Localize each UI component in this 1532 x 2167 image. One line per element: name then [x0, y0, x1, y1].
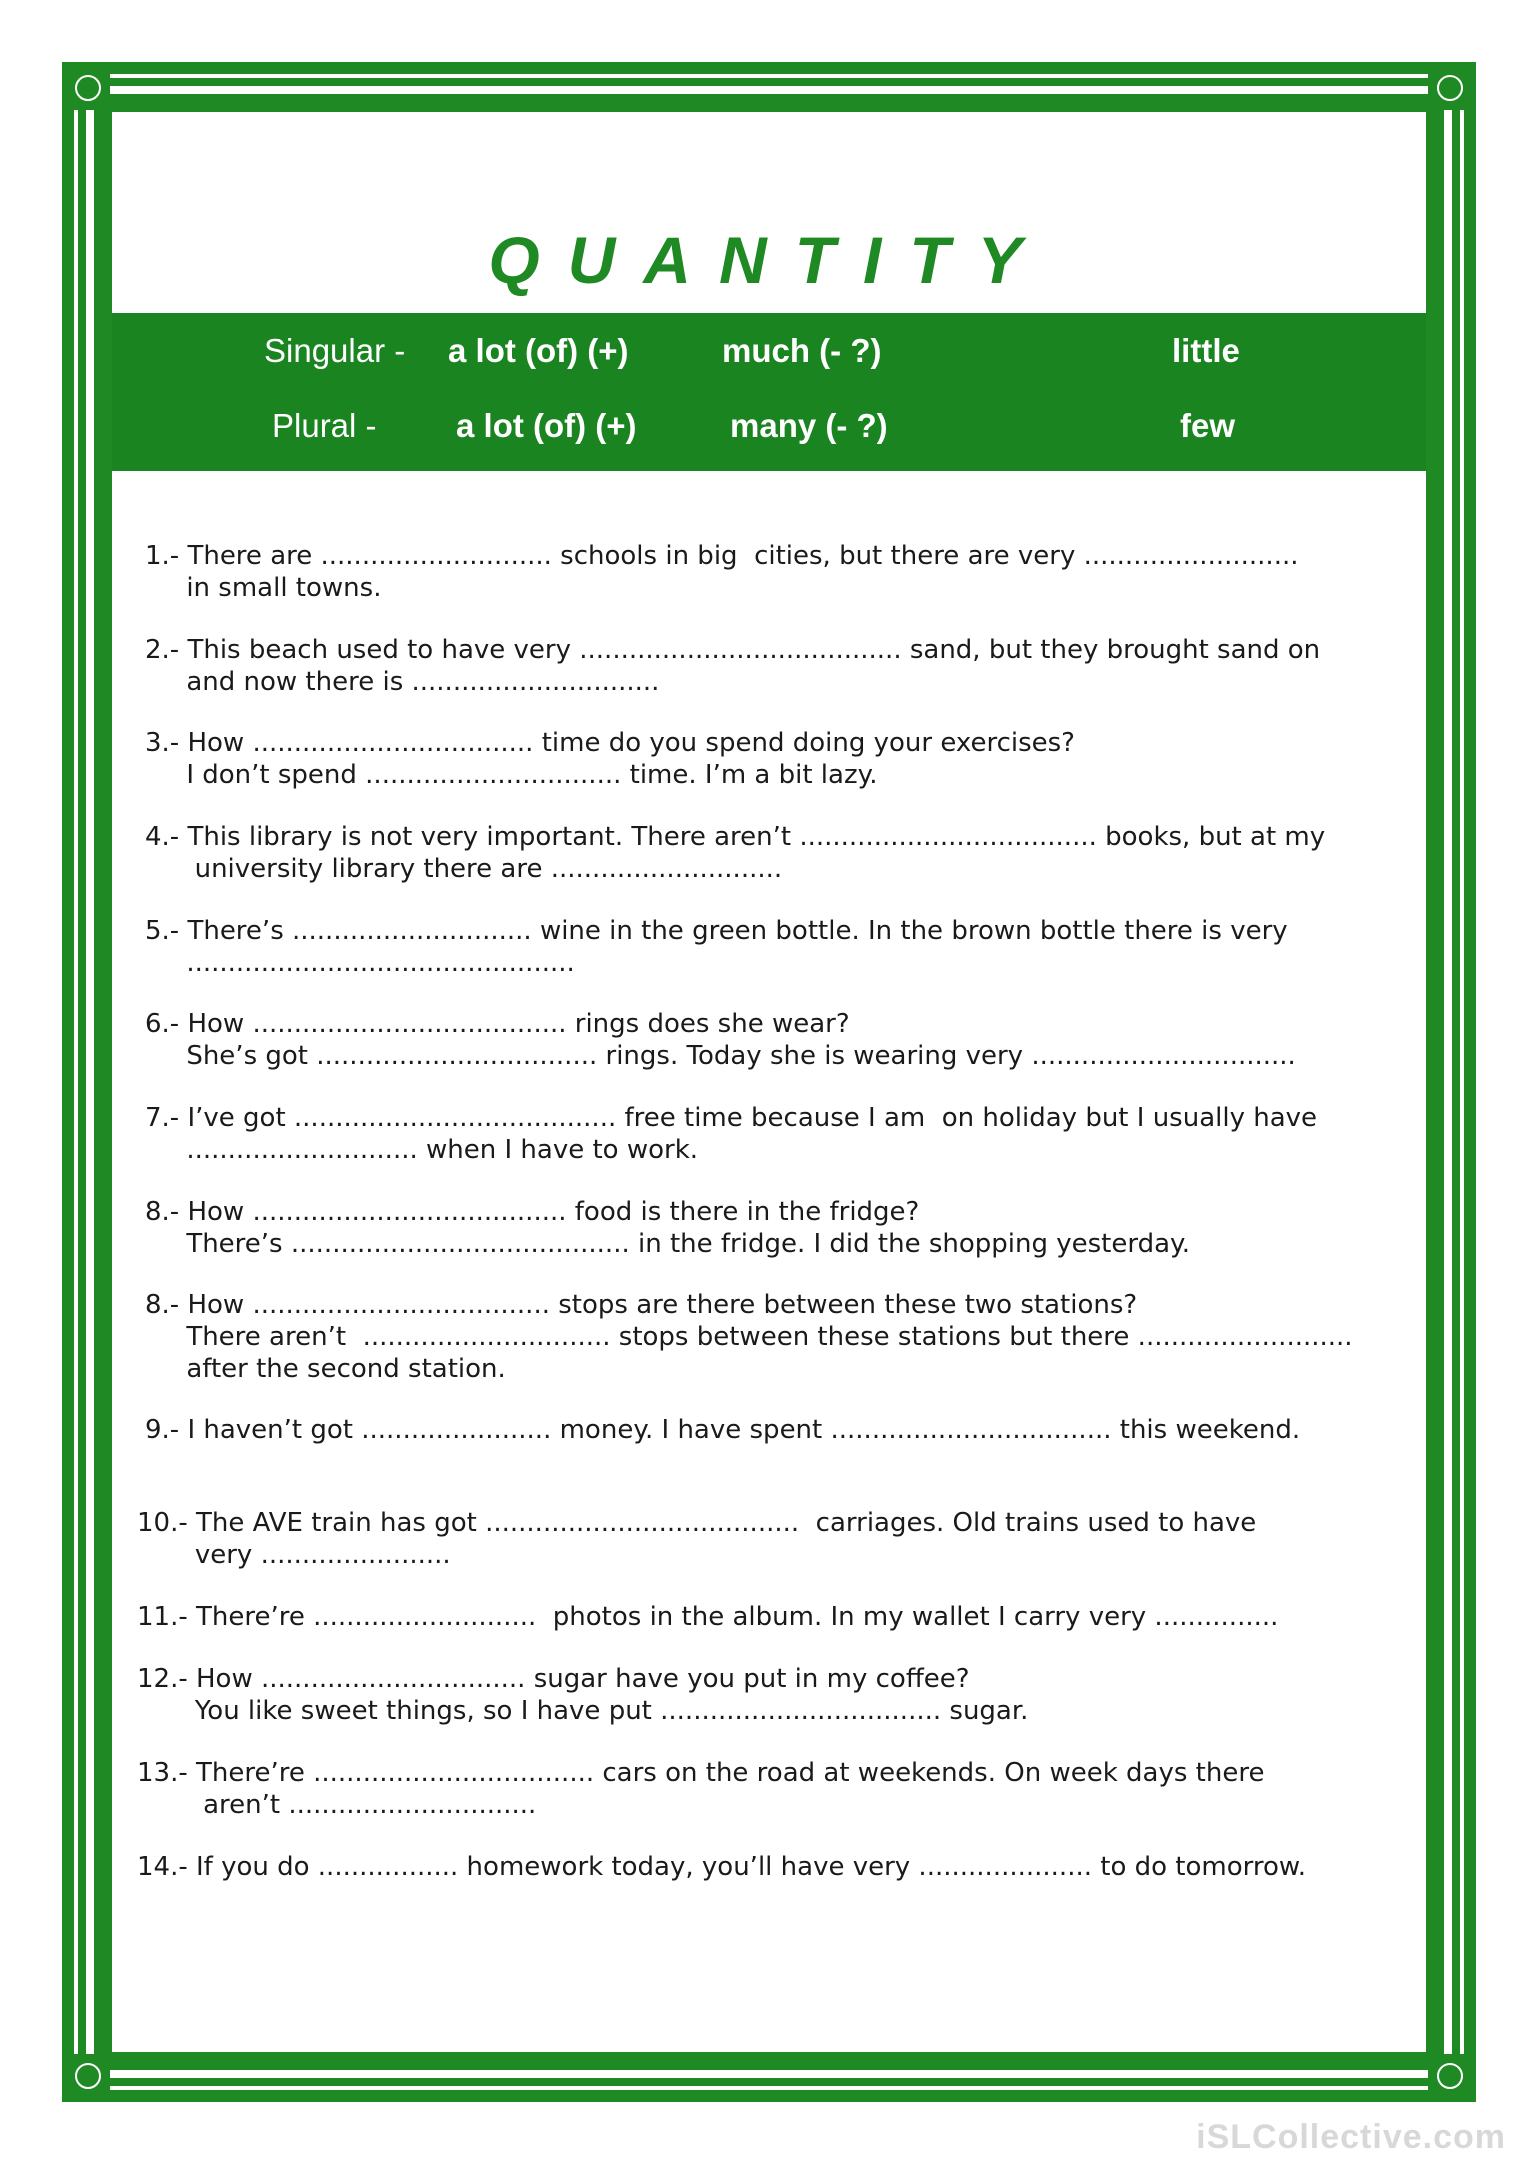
exercise-item: [145, 821, 1325, 885]
exercise-line: and now there is ..............................: [145, 667, 660, 697]
corner-ornament-icon: [66, 66, 110, 110]
exercise-line: very .......................: [137, 1540, 451, 1570]
border-stripe: [1444, 86, 1452, 2078]
exercise-line: You like sweet things, so I have put .................................. sugar.: [137, 1696, 1029, 1726]
exercise-line: 5.- There’s ............................. wine in the green bottle. In the brown bottle there is very: [145, 916, 1288, 946]
plural-negative-question: many (- ?): [730, 407, 888, 444]
exercise-line: 10.- The AVE train has got ...................................... carriages. Old trains used to have: [137, 1508, 1257, 1538]
exercise-line: She’s got .................................. rings. Today she is wearing very ................................: [145, 1041, 1296, 1071]
exercise-line: 4.- This library is not very important. There aren’t .................................... books, but at my: [145, 822, 1326, 852]
exercise-line: in small towns.: [145, 573, 382, 603]
exercise-line: aren’t ..............................: [137, 1790, 537, 1820]
exercise-item: [137, 1757, 1264, 1821]
exercise-line: 2.- This beach used to have very ....................................... sand, but they brought sand on: [145, 635, 1321, 665]
border-stripe: [86, 86, 94, 2078]
exercise-line: 3.- How .................................. time do you spend doing your exercises?: [145, 728, 1075, 758]
singular-label: Singular -: [264, 332, 406, 369]
plural-positive: a lot (of) (+): [456, 407, 637, 444]
exercise-line: There’s ......................................... in the fridge. I did the shopping yesterday.: [145, 1229, 1190, 1259]
exercise-line: after the second station.: [145, 1354, 506, 1384]
singular-positive: a lot (of) (+): [448, 332, 629, 369]
border-stripe: [74, 2086, 1464, 2090]
corner-ornament-icon: [1428, 2054, 1472, 2098]
exercise-line: ............................ when I have to work.: [145, 1135, 699, 1165]
plural-label: Plural -: [272, 407, 377, 444]
singular-row: [112, 329, 1426, 373]
plural-few: few: [1180, 407, 1236, 444]
border-stripe: [86, 2070, 1452, 2078]
exercise-line: There aren’t .............................. stops between these stations but there ..........................: [145, 1322, 1353, 1352]
exercise-line: 7.- I’ve got ....................................... free time because I am on holiday but I usually have: [145, 1103, 1318, 1133]
exercise-item: [145, 540, 1298, 604]
exercise-item: [145, 1289, 1353, 1385]
exercise-item: [137, 1507, 1256, 1571]
exercise-item: [145, 1102, 1317, 1166]
exercise-line: university library there are ............................: [145, 854, 783, 884]
exercise-line: ...............................................: [145, 948, 575, 978]
exercise-line: 12.- How ................................ sugar have you put in my coffee?: [137, 1664, 970, 1694]
exercise-item: [137, 1663, 1028, 1727]
exercise-item: [145, 727, 1075, 791]
exercise-line: 13.- There’re .................................. cars on the road at weekends. On week days there: [137, 1758, 1265, 1788]
page-title: QUANTITY: [488, 223, 1050, 297]
border-stripe: [1460, 74, 1464, 2090]
exercise-line: 9.- I haven’t got ....................... money. I have spent .................................. this weekend.: [145, 1415, 1301, 1445]
border-stripe: [74, 74, 78, 2090]
quantifier-summary-band: [112, 313, 1426, 471]
exercise-line: 14.- If you do ................. homework today, you’ll have very ..................... to do tomorrow.: [137, 1852, 1307, 1882]
watermark: iSLCollective.com: [1196, 2118, 1506, 2156]
exercise-line: 8.- How ...................................... food is there in the fridge?: [145, 1197, 920, 1227]
exercise-item: [145, 915, 1288, 979]
border-stripe: [74, 74, 1464, 78]
border-stripe: [86, 86, 1452, 94]
exercise-line: 1.- There are ............................ schools in big cities, but there are very ..........................: [145, 541, 1299, 571]
plural-row: [112, 404, 1426, 448]
exercise-item: [137, 1601, 1278, 1633]
singular-little: little: [1172, 332, 1240, 369]
exercise-line: 6.- How ...................................... rings does she wear?: [145, 1009, 850, 1039]
exercise-line: 11.- There’re ........................... photos in the album. In my wallet I carry very ...............: [137, 1602, 1279, 1632]
exercise-item: [145, 1008, 1296, 1072]
exercise-item: [145, 1196, 1190, 1260]
singular-negative-question: much (- ?): [722, 332, 882, 369]
corner-ornament-icon: [66, 2054, 110, 2098]
exercise-line: 8.- How .................................... stops are there between these two stations?: [145, 1290, 1138, 1320]
corner-ornament-icon: [1428, 66, 1472, 110]
exercise-item: [145, 1414, 1300, 1446]
exercise-line: I don’t spend ............................... time. I’m a bit lazy.: [145, 760, 878, 790]
exercise-item: [145, 634, 1320, 698]
exercise-item: [137, 1851, 1306, 1883]
